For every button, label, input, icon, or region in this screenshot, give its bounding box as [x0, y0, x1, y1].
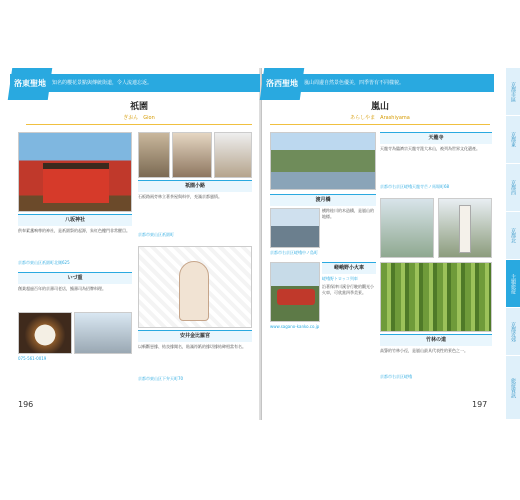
- spot-body-yasaka: 供奉素盞鳴尊的神社，是祇園祭的起源，朱紅色樓門非常醒目。: [18, 228, 130, 233]
- spot-body-bamboo: 高聳的竹林小徑，是嵐山最具代表性的景色之一。: [380, 348, 468, 353]
- spot-title-yasaka: 八坂神社: [18, 214, 132, 226]
- left-intro-text: 知名的櫻花景點與傳統街道，令人流連忘返。: [52, 80, 153, 86]
- spot-body-gion: 石板路兩旁林立著茶屋與料亭，充滿京都風情。: [138, 194, 222, 199]
- tab-1[interactable]: 京都東: [506, 116, 520, 164]
- yasaka-shrine-photo: [18, 132, 132, 212]
- spot-info-togetsukyo: 京都市右京区嵯峨中ノ島町: [270, 250, 318, 255]
- yasui-konpiragu-photo: [138, 246, 252, 328]
- spot-info-yasui: 京都市東山区下弁天町70: [138, 376, 184, 381]
- right-area-badge: 洛西聖地: [260, 68, 304, 100]
- tab-0[interactable]: 京都市區: [506, 68, 520, 116]
- spot-body-tenryuji: 天龍寺為臨濟宗天龍寺派大本山，被列為世界文化遺產。: [380, 146, 480, 151]
- spot-body-izuju: 創業超過百年的京壽司老店，鯖壽司為招牌料理。: [18, 286, 106, 291]
- right-section-title: [270, 100, 490, 130]
- tab-4[interactable]: 主題旅遊: [506, 260, 520, 308]
- left-section-kanji: 祇園: [129, 102, 148, 112]
- tab-5[interactable]: 京都近郊: [506, 308, 520, 356]
- spot-body-yasui: 以斬斷惡緣、結良緣聞名，貼滿符紙的緣切緣結碑相當有名。: [138, 344, 246, 349]
- left-section-title: [26, 100, 252, 130]
- tenryuji-stone-photo: [438, 198, 492, 258]
- gion-shop-photo: [172, 132, 212, 178]
- spot-title-yasui: 安井金比羅宮: [138, 330, 252, 342]
- chapter-tabs: [506, 68, 520, 420]
- left-title-rule: [26, 124, 252, 125]
- tab-6[interactable]: 旅遊資訊: [506, 356, 520, 420]
- spot-info-tenryuji: 京都市右京区嵯峨天龍寺芒ノ馬場町68: [380, 184, 450, 189]
- spot-title-gion: 祇園小路: [138, 180, 252, 192]
- spot-info-bamboo: 京都市右京区嵯峨: [380, 374, 412, 379]
- gion-garden-photo: [214, 132, 252, 178]
- spot-title-izuju: いづ重: [18, 272, 132, 284]
- left-page: [10, 68, 260, 420]
- spot-info-torokko: www.sagano-kanko.co.jp: [270, 324, 320, 329]
- guidebook-spread: [10, 68, 510, 420]
- gion-interior-photo: [138, 132, 170, 178]
- spot-info-izuju: 075-561-0019: [18, 356, 47, 361]
- torokko-train-photo: [270, 262, 320, 322]
- spot-title-togetsukyo: 渡月橋: [270, 194, 376, 206]
- left-page-number: 196: [18, 400, 34, 409]
- spot-body-togetsukyo: 橫跨桂川的木造橋，是嵐山的地標。: [322, 208, 374, 219]
- left-area-badge: 洛東聖地: [8, 68, 52, 100]
- spot-info-yasaka: 京都市東山区祇園町北側625: [18, 260, 70, 265]
- arashiyama-landscape-photo: [270, 132, 376, 190]
- right-section-kanji: 嵐山: [370, 102, 389, 112]
- right-section-reading: あらしやま Arashiyama: [350, 115, 410, 121]
- spot-info-gion: 京都市東山区祇園町: [138, 232, 174, 237]
- tab-2[interactable]: 京都西: [506, 164, 520, 212]
- izuju-sushi-photo: [18, 312, 72, 354]
- right-title-rule: [270, 124, 490, 125]
- right-page: [262, 68, 510, 420]
- spot-title-tenryuji: 天龍寺: [380, 132, 492, 144]
- spot-subtitle-torokko: 嵯峨野トロッコ列車: [322, 276, 358, 281]
- spot-title-torokko: 嵯峨野小火車: [322, 262, 376, 274]
- togetsukyo-photo: [270, 208, 320, 248]
- tab-3[interactable]: 京都北: [506, 212, 520, 260]
- right-page-number: 197: [472, 400, 488, 409]
- bamboo-path-photo: [380, 262, 492, 332]
- right-intro-text: 嵐山周邊自然景色優美，四季皆有不同樣貌。: [304, 80, 405, 86]
- izuju-dish-photo: [74, 312, 132, 354]
- spot-body-torokko: 沿著保津川溪谷行駛的觀光小火車，可欣賞四季美景。: [322, 284, 374, 295]
- spot-title-bamboo: 竹林の道: [380, 334, 492, 346]
- left-section-reading: ぎおん Gion: [123, 115, 155, 121]
- tenryuji-garden-photo: [380, 198, 434, 258]
